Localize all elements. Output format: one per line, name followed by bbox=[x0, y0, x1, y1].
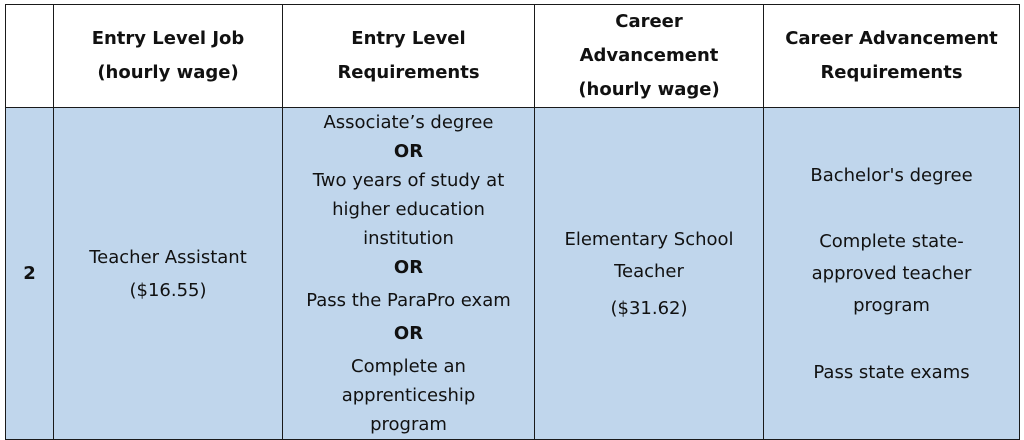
header-entry-level-job bbox=[54, 5, 283, 108]
requirement-or: OR bbox=[393, 257, 424, 278]
header-career-advancement-requirements bbox=[764, 5, 1020, 108]
requirement-item: Associate’s degree bbox=[323, 112, 494, 133]
entry-job-title: Teacher Assistant bbox=[89, 246, 247, 268]
header-career-advancement bbox=[535, 5, 764, 108]
requirement-item: Pass the ParaPro exam bbox=[306, 290, 511, 311]
entry-job-wage: ($16.55) bbox=[129, 279, 207, 301]
entry-level-requirements-cell bbox=[283, 108, 535, 440]
table-row bbox=[6, 108, 1020, 440]
requirement-or: OR bbox=[393, 323, 424, 344]
row-number: 2 bbox=[6, 108, 54, 440]
requirement-item: Two years of study at higher education institution bbox=[312, 170, 505, 249]
advancement-requirement-item: Pass state exams bbox=[813, 361, 970, 383]
requirement-or: OR bbox=[393, 141, 424, 162]
advancement-job-title: Elementary School Teacher bbox=[564, 229, 734, 282]
advancement-requirement-item: Complete state-approved teacher program bbox=[811, 230, 972, 316]
header-entry-level-job-text: Entry Level Job (hourly wage) bbox=[91, 28, 245, 83]
spacer bbox=[772, 322, 1011, 358]
career-pathway-table bbox=[5, 4, 1020, 440]
header-entry-level-requirements-text: Entry Level Requirements bbox=[337, 28, 480, 83]
header-career-advancement-text: Career Advancement (hourly wage) bbox=[578, 11, 720, 100]
spacer bbox=[772, 190, 1011, 226]
entry-level-job-cell bbox=[54, 108, 283, 440]
advancement-job-wage: ($31.62) bbox=[610, 298, 688, 319]
career-advancement-cell bbox=[535, 108, 764, 440]
requirement-item: Complete an apprenticeship program bbox=[341, 356, 476, 435]
advancement-requirement-item: Bachelor's degree bbox=[810, 164, 973, 186]
career-advancement-requirements-cell bbox=[764, 108, 1020, 440]
header-career-advancement-requirements-text: Career Advancement Requirements bbox=[785, 28, 998, 83]
header-number bbox=[6, 5, 54, 108]
header-entry-level-requirements bbox=[283, 5, 535, 108]
header-row bbox=[6, 5, 1020, 108]
